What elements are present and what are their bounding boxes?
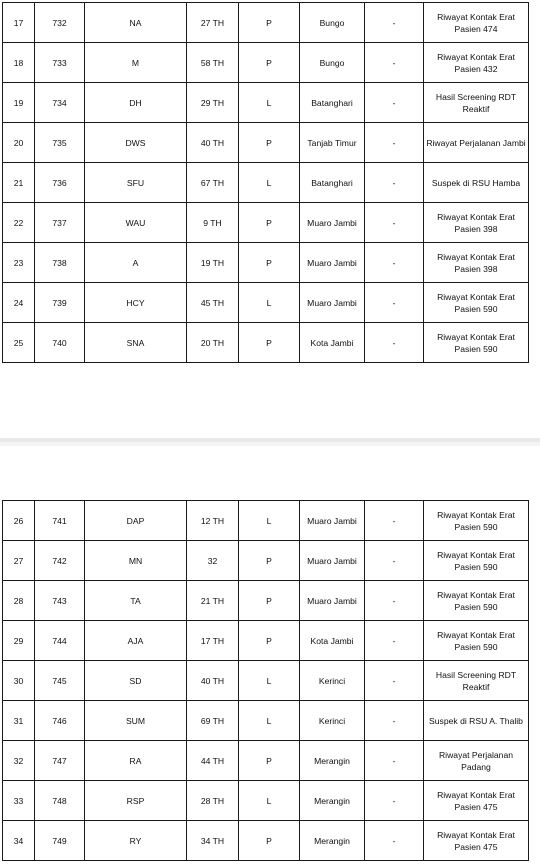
initials-cell: WAU — [85, 203, 187, 243]
sex-cell: P — [239, 821, 300, 861]
case-number-cell: 741 — [35, 501, 85, 541]
status-cell: - — [365, 123, 424, 163]
status-cell: - — [365, 243, 424, 283]
note-cell: Suspek di RSU Hamba — [424, 163, 529, 203]
case-number-cell: 736 — [35, 163, 85, 203]
age-cell: 20 TH — [187, 323, 239, 363]
status-cell: - — [365, 781, 424, 821]
age-cell: 9 TH — [187, 203, 239, 243]
sex-cell: P — [239, 3, 300, 43]
case-number-cell: 734 — [35, 83, 85, 123]
note-cell: Riwayat Kontak Erat Pasien 475 — [424, 821, 529, 861]
table-row — [3, 243, 529, 283]
initials-cell: DAP — [85, 501, 187, 541]
row-number-cell: 19 — [3, 83, 35, 123]
region-cell: Tanjab Timur — [300, 123, 365, 163]
case-number-cell: 748 — [35, 781, 85, 821]
row-number-cell: 22 — [3, 203, 35, 243]
initials-cell: TA — [85, 581, 187, 621]
table-row — [3, 323, 529, 363]
initials-cell: NA — [85, 3, 187, 43]
table-row — [3, 283, 529, 323]
document-page-2 — [0, 500, 540, 868]
row-number-cell: 21 — [3, 163, 35, 203]
note-cell: Riwayat Kontak Erat Pasien 590 — [424, 283, 529, 323]
initials-cell: RY — [85, 821, 187, 861]
age-cell: 17 TH — [187, 621, 239, 661]
region-cell: Muaro Jambi — [300, 243, 365, 283]
region-cell: Muaro Jambi — [300, 203, 365, 243]
initials-cell: DWS — [85, 123, 187, 163]
region-cell: Merangin — [300, 781, 365, 821]
region-cell: Merangin — [300, 821, 365, 861]
sex-cell: L — [239, 701, 300, 741]
age-cell: 67 TH — [187, 163, 239, 203]
age-cell: 29 TH — [187, 83, 239, 123]
region-cell: Muaro Jambi — [300, 501, 365, 541]
case-number-cell: 744 — [35, 621, 85, 661]
page-break — [0, 438, 540, 500]
initials-cell: RSP — [85, 781, 187, 821]
initials-cell: MN — [85, 541, 187, 581]
case-number-cell: 739 — [35, 283, 85, 323]
patient-table-page-2 — [2, 500, 529, 861]
status-cell: - — [365, 541, 424, 581]
sex-cell: L — [239, 661, 300, 701]
table-row — [3, 541, 529, 581]
age-cell: 12 TH — [187, 501, 239, 541]
initials-cell: DH — [85, 83, 187, 123]
table-row — [3, 43, 529, 83]
case-number-cell: 735 — [35, 123, 85, 163]
sex-cell: P — [239, 581, 300, 621]
note-cell: Riwayat Kontak Erat Pasien 475 — [424, 781, 529, 821]
status-cell: - — [365, 323, 424, 363]
row-number-cell: 33 — [3, 781, 35, 821]
status-cell: - — [365, 203, 424, 243]
note-cell: Riwayat Perjalanan Padang — [424, 741, 529, 781]
initials-cell: SFU — [85, 163, 187, 203]
region-cell: Kerinci — [300, 661, 365, 701]
sex-cell: P — [239, 323, 300, 363]
sex-cell: P — [239, 43, 300, 83]
table-row — [3, 163, 529, 203]
note-cell: Suspek di RSU A. Thalib — [424, 701, 529, 741]
sex-cell: L — [239, 501, 300, 541]
table-row — [3, 123, 529, 163]
initials-cell: SD — [85, 661, 187, 701]
note-cell: Riwayat Kontak Erat Pasien 590 — [424, 541, 529, 581]
age-cell: 32 — [187, 541, 239, 581]
case-number-cell: 742 — [35, 541, 85, 581]
row-number-cell: 27 — [3, 541, 35, 581]
table-row — [3, 501, 529, 541]
page-divider-shadow — [0, 442, 540, 446]
row-number-cell: 26 — [3, 501, 35, 541]
age-cell: 58 TH — [187, 43, 239, 83]
region-cell: Muaro Jambi — [300, 283, 365, 323]
note-cell: Riwayat Kontak Erat Pasien 398 — [424, 203, 529, 243]
sex-cell: L — [239, 83, 300, 123]
table-row — [3, 3, 529, 43]
row-number-cell: 30 — [3, 661, 35, 701]
sex-cell: P — [239, 123, 300, 163]
status-cell: - — [365, 163, 424, 203]
note-cell: Riwayat Kontak Erat Pasien 398 — [424, 243, 529, 283]
table-row — [3, 741, 529, 781]
age-cell: 40 TH — [187, 123, 239, 163]
sex-cell: P — [239, 243, 300, 283]
row-number-cell: 29 — [3, 621, 35, 661]
region-cell: Bungo — [300, 3, 365, 43]
initials-cell: AJA — [85, 621, 187, 661]
sex-cell: P — [239, 741, 300, 781]
initials-cell: A — [85, 243, 187, 283]
sex-cell: P — [239, 203, 300, 243]
initials-cell: SNA — [85, 323, 187, 363]
row-number-cell: 25 — [3, 323, 35, 363]
row-number-cell: 17 — [3, 3, 35, 43]
status-cell: - — [365, 581, 424, 621]
note-cell: Riwayat Kontak Erat Pasien 590 — [424, 581, 529, 621]
case-number-cell: 740 — [35, 323, 85, 363]
sex-cell: P — [239, 621, 300, 661]
note-cell: Riwayat Kontak Erat Pasien 590 — [424, 621, 529, 661]
note-cell: Hasil Screening RDT Reaktif — [424, 83, 529, 123]
case-number-cell: 746 — [35, 701, 85, 741]
sex-cell: L — [239, 781, 300, 821]
table-row — [3, 661, 529, 701]
sex-cell: L — [239, 283, 300, 323]
age-cell: 27 TH — [187, 3, 239, 43]
case-number-cell: 733 — [35, 43, 85, 83]
table-row — [3, 701, 529, 741]
status-cell: - — [365, 501, 424, 541]
status-cell: - — [365, 83, 424, 123]
row-number-cell: 28 — [3, 581, 35, 621]
region-cell: Kota Jambi — [300, 621, 365, 661]
region-cell: Muaro Jambi — [300, 541, 365, 581]
age-cell: 28 TH — [187, 781, 239, 821]
region-cell: Batanghari — [300, 163, 365, 203]
initials-cell: HCY — [85, 283, 187, 323]
table-row — [3, 83, 529, 123]
table-row — [3, 203, 529, 243]
region-cell: Muaro Jambi — [300, 581, 365, 621]
age-cell: 34 TH — [187, 821, 239, 861]
patient-table-page-1 — [2, 2, 529, 363]
case-number-cell: 738 — [35, 243, 85, 283]
case-number-cell: 743 — [35, 581, 85, 621]
status-cell: - — [365, 741, 424, 781]
status-cell: - — [365, 661, 424, 701]
sex-cell: L — [239, 163, 300, 203]
region-cell: Kerinci — [300, 701, 365, 741]
row-number-cell: 20 — [3, 123, 35, 163]
note-cell: Hasil Screening RDT Reaktif — [424, 661, 529, 701]
case-number-cell: 747 — [35, 741, 85, 781]
status-cell: - — [365, 621, 424, 661]
status-cell: - — [365, 43, 424, 83]
row-number-cell: 32 — [3, 741, 35, 781]
sex-cell: P — [239, 541, 300, 581]
case-number-cell: 745 — [35, 661, 85, 701]
row-number-cell: 23 — [3, 243, 35, 283]
region-cell: Batanghari — [300, 83, 365, 123]
note-cell: Riwayat Kontak Erat Pasien 590 — [424, 323, 529, 363]
age-cell: 21 TH — [187, 581, 239, 621]
table-row — [3, 781, 529, 821]
age-cell: 40 TH — [187, 661, 239, 701]
case-number-cell: 732 — [35, 3, 85, 43]
status-cell: - — [365, 821, 424, 861]
region-cell: Kota Jambi — [300, 323, 365, 363]
status-cell: - — [365, 283, 424, 323]
note-cell: Riwayat Perjalanan Jambi — [424, 123, 529, 163]
table-row — [3, 621, 529, 661]
status-cell: - — [365, 701, 424, 741]
note-cell: Riwayat Kontak Erat Pasien 432 — [424, 43, 529, 83]
row-number-cell: 24 — [3, 283, 35, 323]
region-cell: Merangin — [300, 741, 365, 781]
note-cell: Riwayat Kontak Erat Pasien 590 — [424, 501, 529, 541]
initials-cell: SUM — [85, 701, 187, 741]
initials-cell: M — [85, 43, 187, 83]
row-number-cell: 31 — [3, 701, 35, 741]
note-cell: Riwayat Kontak Erat Pasien 474 — [424, 3, 529, 43]
age-cell: 69 TH — [187, 701, 239, 741]
case-number-cell: 749 — [35, 821, 85, 861]
status-cell: - — [365, 3, 424, 43]
age-cell: 19 TH — [187, 243, 239, 283]
age-cell: 45 TH — [187, 283, 239, 323]
row-number-cell: 18 — [3, 43, 35, 83]
region-cell: Bungo — [300, 43, 365, 83]
age-cell: 44 TH — [187, 741, 239, 781]
case-number-cell: 737 — [35, 203, 85, 243]
row-number-cell: 34 — [3, 821, 35, 861]
initials-cell: RA — [85, 741, 187, 781]
table-row — [3, 581, 529, 621]
table-row — [3, 821, 529, 861]
